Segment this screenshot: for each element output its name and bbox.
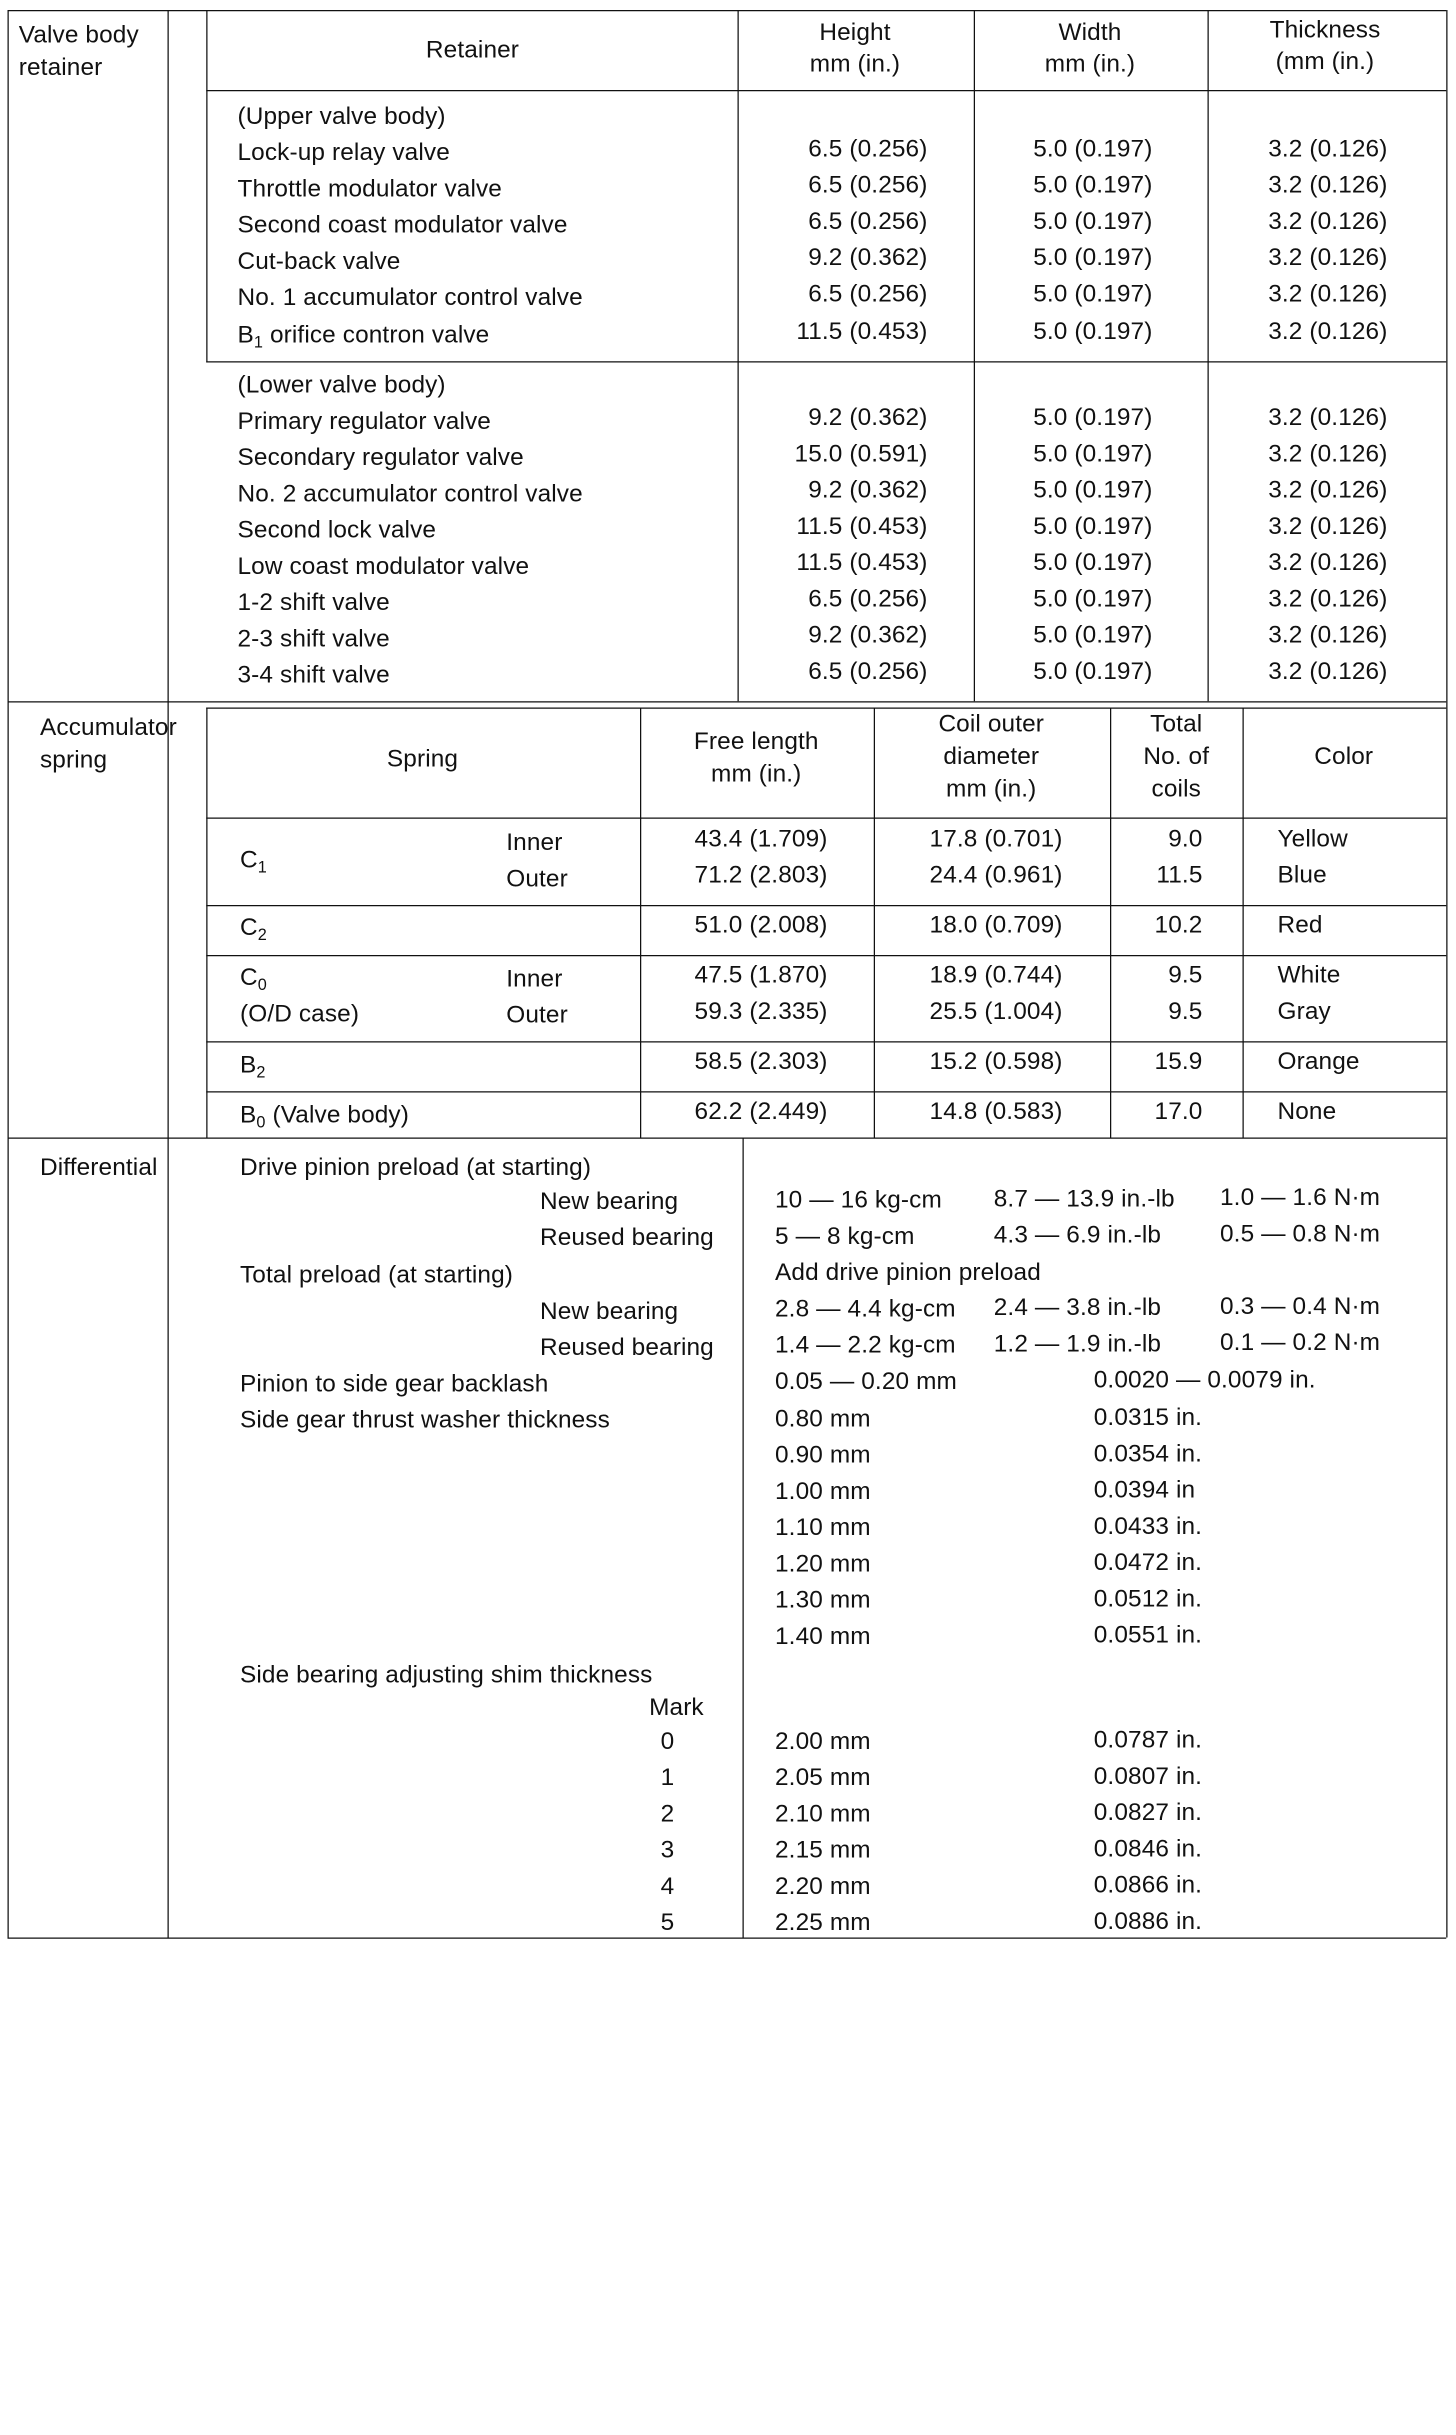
spring-sublabel: Outer [506, 1001, 568, 1029]
cell-free-length: 58.5 (2.303) [694, 1047, 828, 1075]
spec-title: Side gear thrust washer thickness [240, 1406, 610, 1434]
table-rule [1243, 708, 1244, 1138]
column-header: Mark [649, 1693, 704, 1722]
cell-color: Blue [1277, 861, 1327, 889]
table-row: Throttle modulator valve [237, 175, 502, 203]
cell-height: 6.5 (0.256) [808, 207, 928, 235]
table-rule [8, 1138, 1447, 1139]
column-header: Retainer [425, 36, 520, 64]
cell-height: 11.5 (0.453) [796, 317, 928, 345]
spec-value: 5 — 8 kg-cm [775, 1222, 915, 1250]
table-row: Cut-back valve [237, 247, 401, 275]
spec-value: 0.0394 in [1093, 1476, 1196, 1504]
cell-free-length: 62.2 (2.449) [694, 1097, 828, 1125]
cell-width: 5.0 (0.197) [1033, 403, 1153, 432]
cell-height: 11.5 (0.453) [796, 512, 928, 540]
table-rule [8, 701, 1447, 702]
cell-width: 5.0 (0.197) [1033, 585, 1153, 613]
spring-name: $B_2$ [240, 1051, 266, 1082]
shim-mark: 4 [660, 1872, 675, 1900]
column-header: Color [1314, 742, 1374, 770]
table-row: Low coast modulator valve [237, 552, 530, 580]
table-rule [1446, 10, 1447, 1938]
spec-value: 2.8 — 4.4 kg-cm [775, 1295, 956, 1323]
cell-thickness: 3.2 (0.126) [1268, 621, 1388, 649]
cell-width: 5.0 (0.197) [1033, 621, 1153, 649]
spring-name: $C_0$ [240, 963, 267, 994]
cell-coils: 10.2 [1154, 911, 1203, 939]
spring-name: $B_0$ (Valve body) [240, 1101, 410, 1132]
spec-value: 1.10 mm [775, 1513, 871, 1542]
column-header: mm (in.) [946, 775, 1037, 803]
cell-coils: 9.0 [1168, 825, 1203, 853]
section-label: spring [40, 746, 108, 774]
table-row: No. 2 accumulator control valve [237, 480, 583, 508]
spec-value: 4.3 — 6.9 in.-lb [993, 1221, 1162, 1249]
table-row: No. 1 accumulator control valve [237, 283, 583, 312]
spec-value: 0.05 — 0.20 mm [775, 1367, 957, 1395]
column-header: diameter [943, 742, 1040, 770]
table-row: Second lock valve [237, 516, 437, 544]
cell-height: 15.0 (0.591) [794, 440, 928, 468]
table-row: Secondary regulator valve [237, 443, 524, 472]
spec-value: 0.80 mm [775, 1405, 871, 1433]
section-label: Accumulator [40, 713, 177, 742]
cell-thickness: 3.2 (0.126) [1268, 135, 1388, 163]
cell-color: White [1277, 961, 1341, 989]
spring-name: $C_2$ [240, 913, 267, 944]
spec-value: 1.40 mm [775, 1622, 871, 1650]
spec-value: 0.0827 in. [1093, 1798, 1203, 1827]
spec-value: 0.0512 in. [1093, 1585, 1203, 1613]
spec-value: 1.4 — 2.2 kg-cm [775, 1331, 956, 1359]
spec-sublabel: New bearing [540, 1297, 679, 1325]
cell-height: 6.5 (0.256) [808, 171, 928, 199]
cell-width: 5.0 (0.197) [1033, 440, 1153, 468]
shim-mark: 5 [660, 1908, 675, 1937]
table-rule [206, 905, 1446, 906]
table-rule [206, 708, 1446, 709]
cell-color: Red [1277, 911, 1323, 939]
cell-coil-diameter: 17.8 (0.701) [929, 825, 1063, 853]
spec-value: 0.0354 in. [1093, 1440, 1203, 1468]
spec-title: Pinion to side gear backlash [240, 1370, 549, 1398]
spec-title: Total preload (at starting) [240, 1261, 513, 1289]
group-title: (Upper valve body) [237, 102, 446, 130]
cell-free-length: 43.4 (1.709) [694, 825, 828, 853]
cell-coils: 9.5 [1168, 961, 1203, 989]
shim-mark: 2 [660, 1800, 675, 1828]
spec-value: 0.1 — 0.2 N·m [1220, 1328, 1381, 1357]
table-row: 3-4 shift valve [237, 661, 390, 689]
spec-title: Side bearing adjusting shim thickness [240, 1661, 653, 1689]
table-row: Second coast modulator valve [237, 211, 568, 239]
spec-value: 0.5 — 0.8 N·m [1220, 1220, 1381, 1248]
cell-height: 9.2 (0.362) [808, 621, 928, 649]
shim-mark: 3 [660, 1836, 675, 1864]
spec-sublabel: Reused bearing [540, 1223, 714, 1252]
cell-thickness: 3.2 (0.126) [1268, 317, 1388, 345]
cell-width: 5.0 (0.197) [1033, 280, 1153, 308]
column-header: No. of [1143, 742, 1210, 770]
spec-value: 8.7 — 13.9 in.-lb [993, 1185, 1175, 1213]
spec-value: 2.15 mm [775, 1836, 871, 1864]
table-rule [8, 10, 9, 1938]
cell-free-length: 59.3 (2.335) [694, 997, 828, 1025]
cell-width: 5.0 (0.197) [1033, 476, 1153, 504]
column-header: (mm (in.) [1275, 47, 1375, 75]
table-rule [206, 1091, 1446, 1092]
column-header: mm (in.) [711, 760, 802, 788]
cell-thickness: 3.2 (0.126) [1268, 440, 1388, 468]
cell-height: 6.5 (0.256) [808, 280, 928, 308]
spec-title: Drive pinion preload (at starting) [240, 1153, 592, 1182]
spec-value: 0.0866 in. [1093, 1871, 1203, 1899]
spec-value: 1.20 mm [775, 1550, 871, 1578]
table-rule [206, 818, 1446, 819]
table-row: Primary regulator valve [237, 407, 491, 435]
spec-value: 1.30 mm [775, 1586, 871, 1614]
table-rule [8, 1938, 1447, 1939]
cell-free-length: 51.0 (2.008) [694, 911, 828, 939]
cell-width: 5.0 (0.197) [1033, 548, 1153, 577]
table-rule [206, 90, 1446, 91]
spring-name: $C_1$ [240, 846, 267, 877]
cell-thickness: 3.2 (0.126) [1268, 403, 1388, 432]
column-header: Coil outer [938, 710, 1045, 738]
table-row: 1-2 shift valve [237, 588, 390, 617]
shim-mark: 1 [660, 1763, 675, 1792]
spec-value: 0.0472 in. [1093, 1548, 1203, 1577]
cell-color: Yellow [1277, 825, 1348, 853]
spec-value: 2.20 mm [775, 1872, 871, 1900]
cell-width: 5.0 (0.197) [1033, 512, 1153, 540]
cell-thickness: 3.2 (0.126) [1268, 585, 1388, 613]
shim-mark: 0 [660, 1727, 675, 1755]
spec-value: 0.0020 — 0.0079 in. [1093, 1366, 1316, 1394]
cell-thickness: 3.2 (0.126) [1268, 171, 1388, 199]
spec-value: 2.25 mm [775, 1908, 871, 1937]
spec-value: 0.0886 in. [1093, 1907, 1203, 1935]
column-header: Spring [386, 745, 459, 773]
cell-thickness: 3.2 (0.126) [1268, 243, 1388, 272]
column-header: Height [819, 18, 891, 47]
spring-sublabel: Inner [506, 965, 563, 993]
table-rule [206, 1041, 1446, 1042]
cell-thickness: 3.2 (0.126) [1268, 548, 1388, 577]
spec-value: Add drive pinion preload [775, 1258, 1041, 1287]
section-label: Valve body [18, 21, 139, 49]
cell-coils: 17.0 [1154, 1097, 1203, 1125]
column-header: mm (in.) [1044, 50, 1136, 78]
cell-width: 5.0 (0.197) [1033, 243, 1153, 272]
spec-value: 2.05 mm [775, 1763, 871, 1792]
table-rule [743, 1138, 744, 1938]
cell-width: 5.0 (0.197) [1033, 657, 1153, 685]
cell-width: 5.0 (0.197) [1033, 317, 1153, 345]
cell-height: 9.2 (0.362) [808, 476, 928, 504]
cell-width: 5.0 (0.197) [1033, 207, 1153, 235]
cell-coil-diameter: 24.4 (0.961) [929, 861, 1063, 889]
column-header: Width [1058, 18, 1122, 47]
cell-thickness: 3.2 (0.126) [1268, 476, 1388, 504]
spec-value: 0.0433 in. [1093, 1512, 1203, 1540]
spec-sublabel: Reused bearing [540, 1333, 714, 1362]
spec-value: 0.0846 in. [1093, 1835, 1203, 1863]
cell-coils: 9.5 [1168, 997, 1203, 1025]
column-header: Free length [693, 727, 819, 755]
spec-value: 0.0807 in. [1093, 1762, 1203, 1790]
spec-value: 1.2 — 1.9 in.-lb [993, 1330, 1162, 1358]
cell-coil-diameter: 14.8 (0.583) [929, 1097, 1063, 1125]
spec-sublabel: New bearing [540, 1187, 679, 1215]
spec-value: 0.0315 in. [1093, 1403, 1203, 1432]
cell-coil-diameter: 18.9 (0.744) [929, 961, 1063, 989]
section-label: Differential [40, 1153, 158, 1182]
table-row: $B_1$ orifice contron valve [237, 321, 490, 352]
cell-width: 5.0 (0.197) [1033, 171, 1153, 199]
spec-value: 0.0551 in. [1093, 1621, 1203, 1649]
cell-color: Orange [1277, 1047, 1360, 1075]
cell-color: None [1277, 1097, 1337, 1125]
spec-value: 1.0 — 1.6 N·m [1220, 1183, 1381, 1212]
cell-height: 11.5 (0.453) [796, 548, 928, 577]
cell-height: 6.5 (0.256) [808, 585, 928, 613]
cell-coil-diameter: 25.5 (1.004) [929, 997, 1063, 1025]
table-row: Lock-up relay valve [237, 138, 450, 167]
cell-thickness: 3.2 (0.126) [1268, 207, 1388, 235]
spec-value: 1.00 mm [775, 1477, 871, 1505]
spec-value: 0.0787 in. [1093, 1726, 1203, 1754]
section-label: retainer [18, 53, 103, 82]
cell-coil-diameter: 15.2 (0.598) [929, 1047, 1063, 1075]
table-rule [8, 10, 1447, 11]
table-rule [168, 10, 169, 1938]
table-rule [206, 10, 207, 363]
cell-free-length: 71.2 (2.803) [694, 861, 828, 889]
spec-value: 2.10 mm [775, 1800, 871, 1828]
table-row: 2-3 shift valve [237, 625, 390, 653]
cell-free-length: 47.5 (1.870) [694, 961, 828, 989]
table-rule [206, 955, 1446, 956]
cell-color: Gray [1277, 997, 1331, 1025]
cell-coil-diameter: 18.0 (0.709) [929, 911, 1063, 939]
table-rule [206, 708, 207, 1138]
spring-sublabel: Outer [506, 865, 568, 893]
cell-height: 6.5 (0.256) [808, 135, 928, 163]
cell-height: 9.2 (0.362) [808, 403, 928, 432]
spec-value: 0.3 — 0.4 N·m [1220, 1292, 1381, 1320]
cell-width: 5.0 (0.197) [1033, 135, 1153, 163]
column-header: Total [1150, 710, 1203, 738]
cell-coils: 11.5 [1156, 861, 1203, 889]
cell-thickness: 3.2 (0.126) [1268, 512, 1388, 540]
spring-note: (O/D case) [240, 1000, 360, 1028]
table-rule [206, 361, 1446, 362]
cell-height: 6.5 (0.256) [808, 657, 928, 685]
column-header: Thickness [1269, 16, 1381, 44]
spec-value: 10 — 16 kg-cm [775, 1186, 942, 1214]
column-header: mm (in.) [809, 50, 901, 78]
spring-sublabel: Inner [506, 828, 563, 857]
cell-thickness: 3.2 (0.126) [1268, 280, 1388, 308]
cell-height: 9.2 (0.362) [808, 243, 928, 272]
column-header: coils [1151, 775, 1201, 803]
group-title: (Lower valve body) [237, 371, 446, 399]
cell-coils: 15.9 [1154, 1047, 1203, 1075]
spec-value: 0.90 mm [775, 1441, 871, 1469]
spec-value: 2.4 — 3.8 in.-lb [993, 1293, 1162, 1322]
cell-thickness: 3.2 (0.126) [1268, 657, 1388, 685]
spec-value: 2.00 mm [775, 1727, 871, 1755]
